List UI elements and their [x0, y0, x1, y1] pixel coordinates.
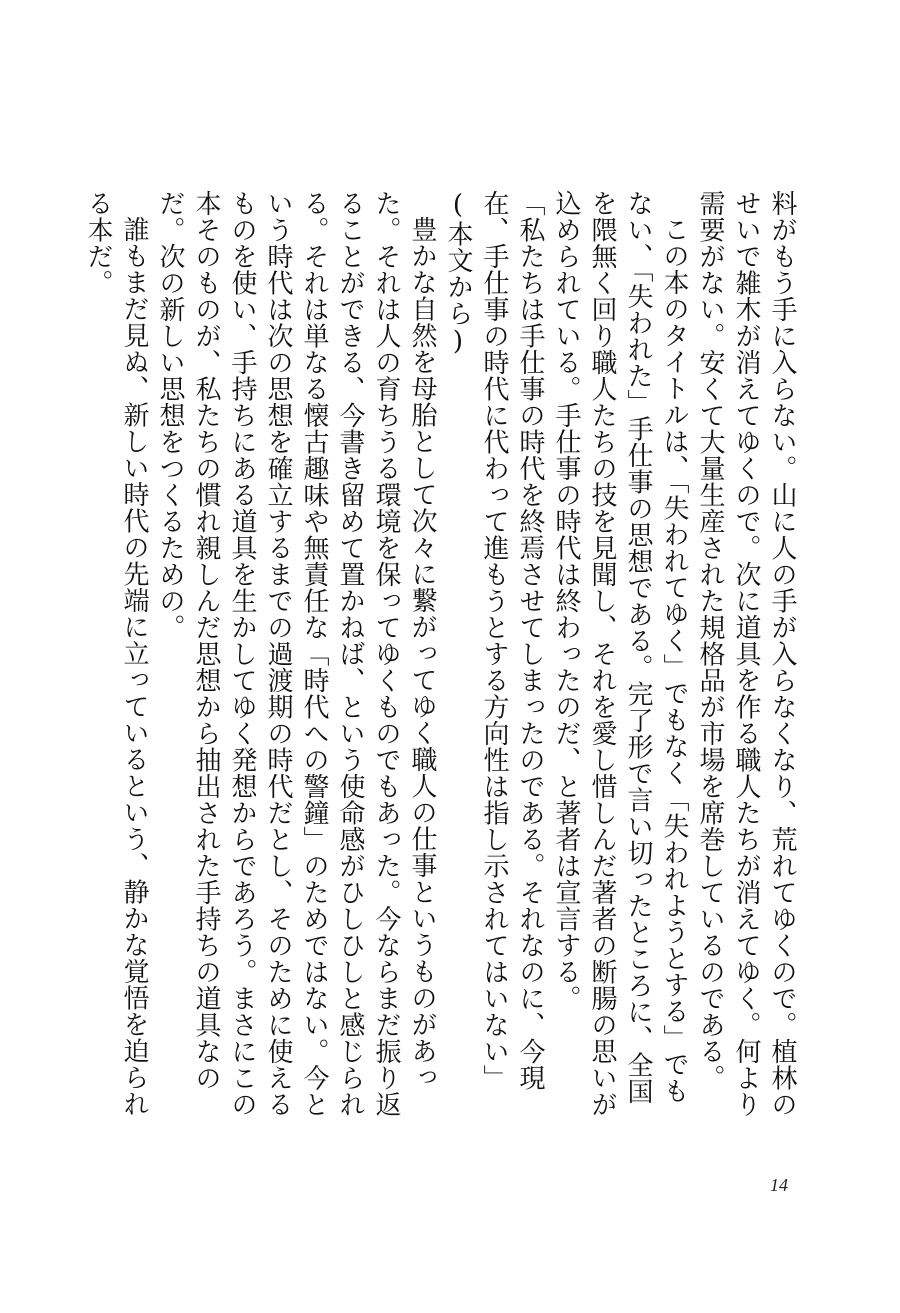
page-number: 14	[770, 1175, 788, 1195]
paragraph-3-quote: 「私たちは手仕事の時代を終焉させてしまったのである。それなのに、今現在、手仕事の時代に代わって進もうとする方向性は指し示されてはいない」(本文から)	[443, 190, 545, 1091]
paragraph-4: 豊かな自然を母胎として次々に繋がってゆく職人の仕事というものがあった。それは人の育ちうる環境を保ってゆくものでもあった。今ならまだ振り返ることができる、今書き留めて置かねば、という使命感がひしひしと感じられる。それは単なる懐古趣味や無責任な「時代への警鐘」のためではない。今という時代は次の思想を確立するまでの過渡期の時代だとし、そのために使えるものを使い、手持ちにある道具を生かしてゆく発想からであろう。まさにこの本そのものが、私たちの慣れ親しんだ思想から抽出された手持ちの道具なのだ。次の新しい思想をつくるための。	[155, 190, 437, 1118]
paragraph-1: 料がもう手に入らない。山に人の手が入らなくなり、荒れてゆくので。植林のせいで雑木が消えてゆくので。次に道具を作る職人たちが消えてゆく。何より需要がない。安くて大量生産された規格品が市場を席巻しているのである。	[695, 190, 797, 1118]
paragraph-5: 誰もまだ見ぬ、新しい時代の先端に立っているという、静かな覚悟を迫られる本だ。	[83, 190, 149, 1117]
paragraph-2: この本のタイトルは、「失われてゆく」でもなく「失われようとする」でもない、「失われた」手仕事の思想である。完了形で言い切ったところに、全国を隈無く回り職人たちの技を見聞し、それを愛し惜しんだ著者の断腸の思いが込められている。手仕事の時代は終わったのだ、と著者は宣言する。	[551, 190, 689, 1118]
body-text	[83, 190, 800, 1120]
